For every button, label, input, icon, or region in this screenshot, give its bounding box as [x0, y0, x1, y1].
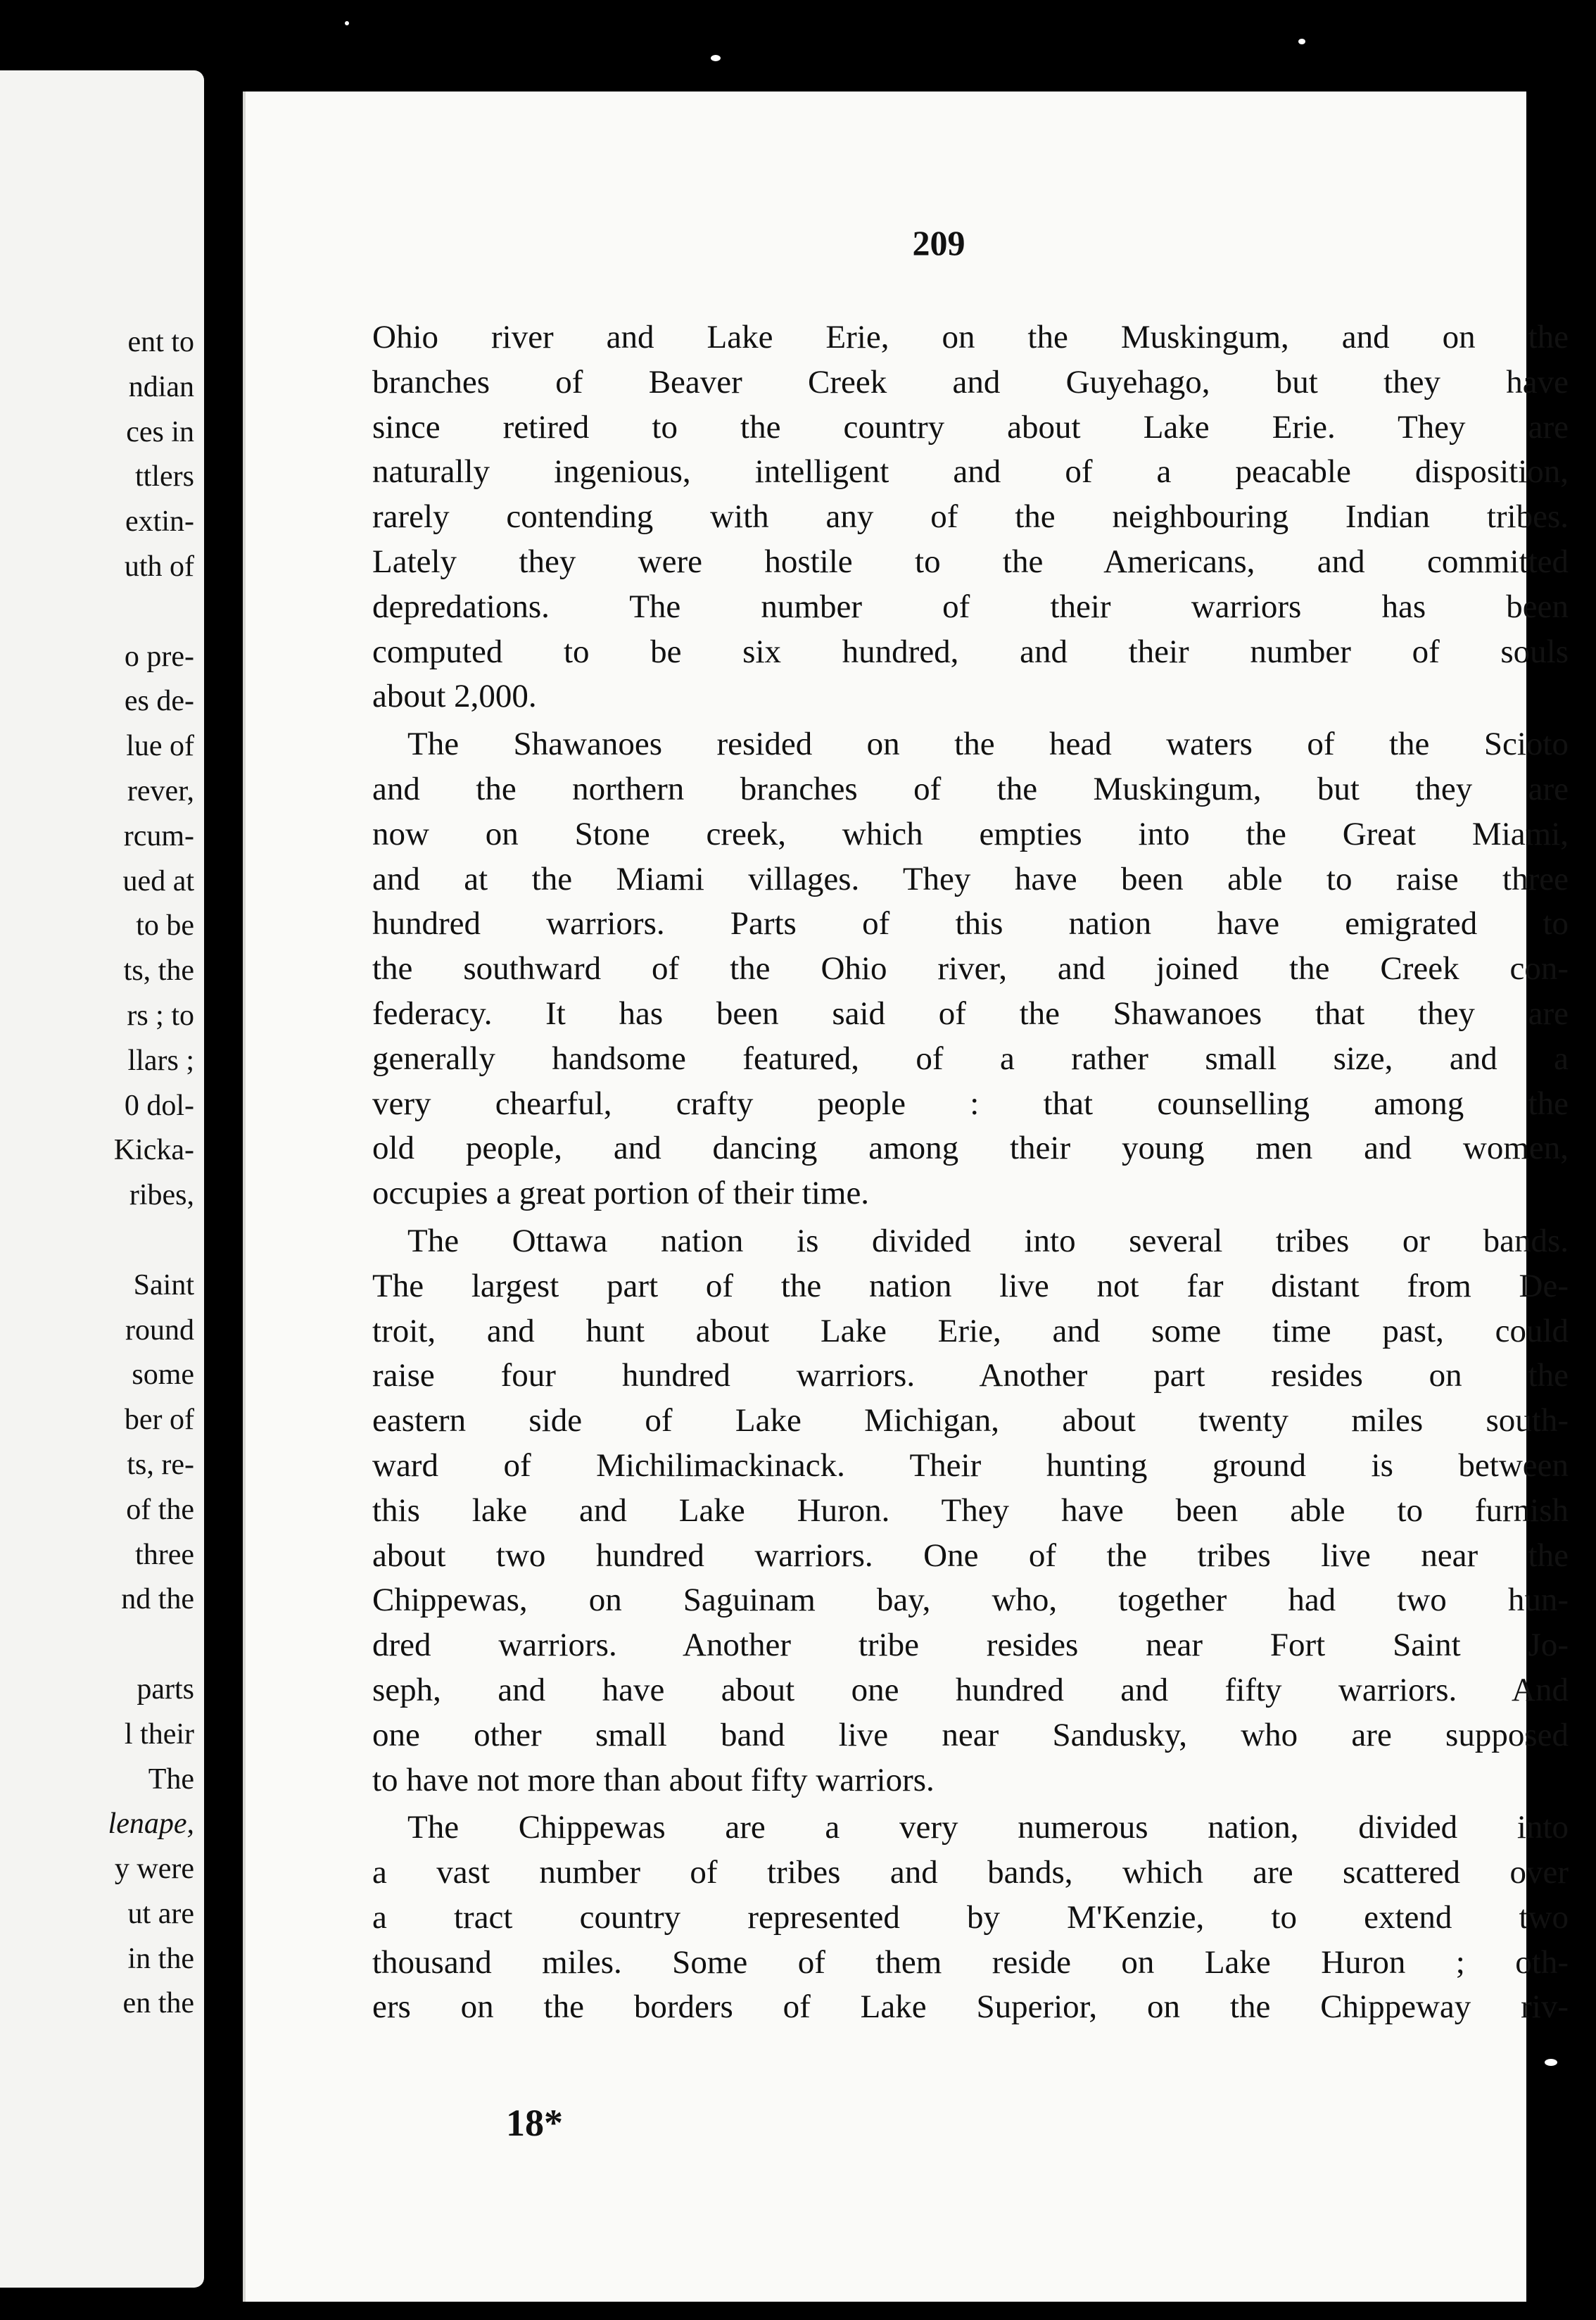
text-line: since retired to the country about Lake Erie. They are	[372, 408, 1569, 446]
text-line: Chippewas, on Saguinam bay, who, together had two hun-	[372, 1582, 1569, 1619]
text-line: branches of Beaver Creek and Guyehago, but they have	[372, 363, 1569, 401]
text-line: now on Stone creek, which empties into the Great Miami,	[372, 815, 1569, 852]
text-line: one other small band live near Sandusky, who are supposed	[372, 1716, 1569, 1753]
text-line: depredations. The number of their warriors has been	[372, 588, 1569, 625]
text-line: The largest part of the nation live not far distant from De-	[372, 1267, 1569, 1304]
text-line: troit, and hunt about Lake Erie, and some time past, could	[372, 1312, 1569, 1349]
text-line: The Chippewas are a very numerous nation, divided into	[407, 1809, 1569, 1846]
text-line: computed to be six hundred, and their number of souls	[372, 633, 1569, 670]
page-number: 209	[912, 223, 965, 263]
text-line: and at the Miami villages. They have been able to raise three	[372, 860, 1569, 897]
text-line: occupies a great portion of their time.	[372, 1175, 870, 1212]
text-line: the southward of the Ohio river, and joined the Creek con-	[372, 950, 1569, 988]
left-line: Saint	[133, 1268, 194, 1301]
left-line: lue of	[126, 730, 194, 763]
text-line: generally handsome featured, of a rather small size, and a	[372, 1040, 1569, 1077]
left-line: ued at	[122, 864, 194, 897]
left-line: lenape,	[108, 1808, 194, 1841]
text-line: about two hundred warriors. One of the tribes live near the	[372, 1537, 1569, 1574]
dust-speck	[1298, 39, 1305, 44]
left-line	[108, 590, 194, 635]
text-line: to have not more than about fifty warriors.	[372, 1761, 935, 1798]
left-line: nd the	[121, 1583, 194, 1616]
text-line: rarely contending with any of the neighbouring Indian tribes.	[372, 498, 1569, 536]
left-line	[108, 1218, 194, 1263]
left-line: parts	[137, 1672, 194, 1706]
left-line: uth of	[124, 550, 194, 583]
left-line: Kicka-	[113, 1134, 194, 1167]
body-text	[372, 315, 1569, 2030]
left-line: three	[135, 1538, 194, 1571]
left-facing-page	[0, 70, 204, 2288]
left-line: ts, re-	[127, 1448, 194, 1481]
left-line: o pre-	[124, 640, 194, 673]
left-line: es de-	[124, 685, 194, 718]
text-line: federacy. It has been said of the Shawanoes that they are	[372, 995, 1569, 1032]
left-line: ut are	[127, 1897, 194, 1930]
left-line: ts, the	[123, 954, 194, 988]
left-line: ent to	[127, 326, 194, 358]
dust-speck	[711, 55, 721, 61]
text-line: hundred warriors. Parts of this nation have emigrated to	[372, 905, 1569, 942]
text-line: seph, and have about one hundred and fifty warriors. And	[372, 1671, 1569, 1708]
left-line: some	[132, 1358, 194, 1392]
left-line: rcum-	[123, 819, 194, 852]
text-line: this lake and Lake Huron. They have been able to furnish	[372, 1492, 1569, 1529]
left-line: y were	[114, 1853, 194, 1886]
text-line: The Shawanoes resided on the head waters of the Scioto	[407, 726, 1569, 763]
left-line	[108, 1622, 194, 1668]
left-page-text	[108, 320, 194, 2026]
book-page	[243, 92, 1569, 2302]
signature-mark: 18*	[506, 2102, 563, 2144]
text-line: dred warriors. Another tribe resides near Fort Saint Jo-	[372, 1627, 1569, 1664]
text-line: Lately they were hostile to the Americans, and committed	[372, 543, 1569, 580]
text-line: ward of Michilimackinack. Their hunting ground is between	[372, 1446, 1569, 1484]
text-line: naturally ingenious, intelligent and of a peacable disposition,	[372, 453, 1569, 491]
text-line: a vast number of tribes and bands, which are scattered over	[372, 1854, 1569, 1891]
text-line: Ohio river and Lake Erie, on the Muskingum, and on the	[372, 319, 1569, 355]
left-line: ces in	[126, 415, 194, 448]
left-line: en the	[122, 1987, 194, 2020]
text-line: ers on the borders of Lake Superior, on the Chippeway riv-	[372, 1988, 1569, 2026]
left-line: The	[148, 1763, 194, 1796]
left-line: ttlers	[135, 460, 194, 493]
left-line: l their	[124, 1717, 194, 1751]
left-line: ber of	[124, 1404, 194, 1437]
text-line: a tract country represented by M'Kenzie, to extend two	[372, 1898, 1569, 1936]
left-line: extin-	[125, 505, 194, 538]
text-line: The Ottawa nation is divided into several tribes or bands.	[407, 1222, 1569, 1259]
left-line: 0 dol-	[124, 1089, 194, 1122]
left-line: ndian	[128, 370, 194, 403]
left-line: ribes,	[129, 1179, 194, 1212]
dust-speck	[345, 21, 349, 25]
text-line: about 2,000.	[372, 678, 537, 715]
text-line: eastern side of Lake Michigan, about twenty miles south-	[372, 1402, 1569, 1439]
left-line: round	[125, 1313, 194, 1347]
left-line: llars ;	[127, 1044, 194, 1077]
dust-speck	[1545, 2059, 1557, 2066]
left-line: rever,	[127, 774, 194, 807]
text-line: and the northern branches of the Muskingum, but they are	[372, 770, 1569, 807]
text-line: raise four hundred warriors. Another part resides on the	[372, 1357, 1569, 1394]
left-line: in the	[127, 1942, 194, 1975]
text-line: thousand miles. Some of them reside on Lake Huron ; oth-	[372, 1943, 1569, 1981]
left-line: rs ; to	[127, 999, 194, 1032]
text-line: old people, and dancing among their young men and women,	[372, 1130, 1569, 1167]
left-line: to be	[136, 909, 194, 942]
left-line: of the	[126, 1493, 194, 1526]
text-line: very chearful, crafty people : that counselling among the	[372, 1085, 1569, 1122]
